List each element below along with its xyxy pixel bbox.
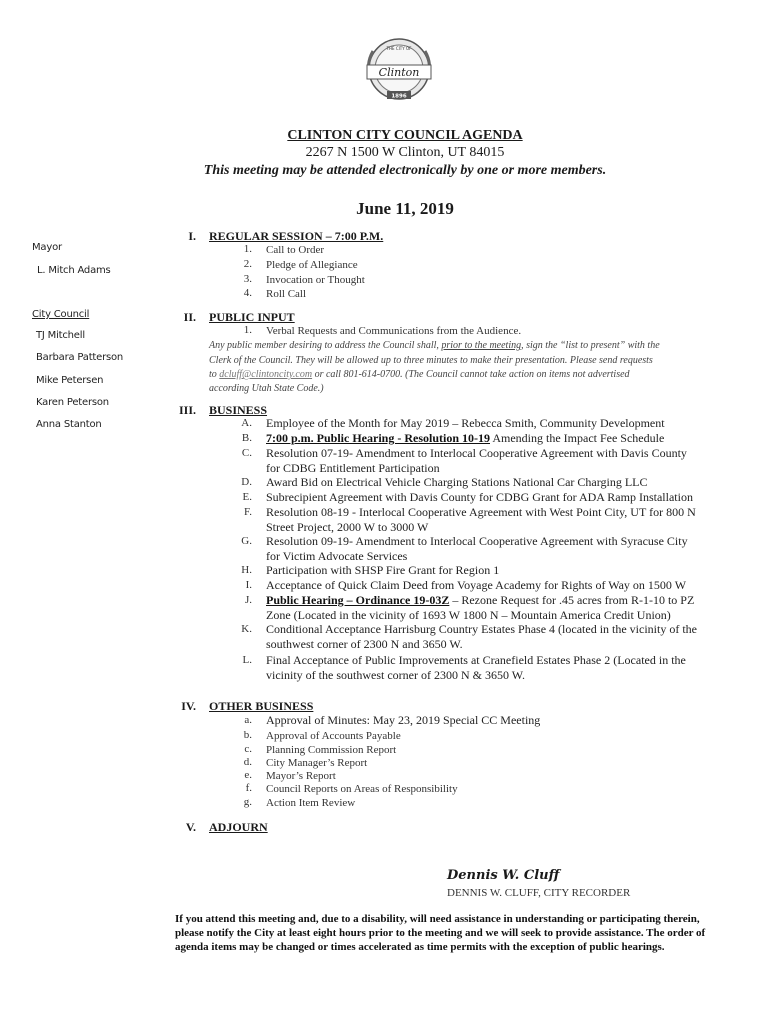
list-marker: H.: [241, 564, 252, 576]
list-marker: L.: [242, 654, 252, 666]
agenda-item: Mayor’s Report: [266, 770, 336, 782]
note-text: , sign the “list to present” with the: [521, 340, 660, 351]
agenda-item: Action Item Review: [266, 797, 356, 809]
sidebar-council-member: Mike Petersen: [36, 375, 104, 386]
list-marker: f.: [245, 782, 252, 794]
list-marker: 2.: [243, 258, 252, 270]
section-number: II.: [183, 310, 196, 324]
sidebar-mayor-name: L. Mitch Adams: [37, 265, 111, 276]
agenda-item: Resolution 09-19- Amendment to Interlocal Cooperative Agreement with Syracuse City: [266, 534, 688, 548]
accessibility-notice-line: agenda items may be changed or times accelerated as time permits with the exception of public hearings.: [175, 941, 665, 953]
note-text: Any public member desiring to address the Council shall,: [209, 340, 442, 351]
list-marker: J.: [244, 594, 252, 606]
agenda-item-continuation: Zone (Located in the vicinity of 1693 W 1800 N – Mountain America Credit Union): [266, 608, 671, 622]
section-title-business: BUSINESS: [209, 403, 268, 417]
note-text: to: [209, 369, 220, 380]
sidebar-council-member: Anna Stanton: [36, 419, 102, 430]
list-marker: A.: [241, 417, 252, 429]
agenda-item: Participation with SHSP Fire Grant for Region 1: [266, 563, 500, 577]
seal-year: 1896: [391, 93, 407, 100]
list-marker: a.: [244, 714, 252, 726]
list-marker: B.: [241, 432, 252, 444]
agenda-item: Invocation or Thought: [266, 274, 365, 286]
agenda-item: Council Reports on Areas of Responsibility: [266, 783, 458, 795]
list-marker: D.: [241, 476, 252, 488]
agenda-item: Pledge of Allegiance: [266, 259, 358, 271]
section-title-regular-session: REGULAR SESSION – 7:00 P.M.: [209, 229, 384, 243]
list-marker: I.: [245, 579, 252, 591]
agenda-item: [266, 431, 664, 446]
list-marker: 3.: [243, 273, 252, 285]
agenda-address: 2267 N 1500 W Clinton, UT 84015: [305, 145, 505, 160]
note-underlined-text: prior to the meeting: [441, 340, 522, 351]
sidebar-council-member: Karen Peterson: [36, 397, 109, 408]
public-hearing-label: 7:00 p.m. Public Hearing - Resolution 10-19: [266, 431, 490, 445]
list-marker: e.: [244, 769, 252, 781]
section-number: III.: [178, 403, 196, 417]
accessibility-notice-line: please notify the City at least eight hours prior to the meeting and we will seek to provide assistance. The order of: [175, 927, 706, 939]
agenda-title: CLINTON CITY COUNCIL AGENDA: [287, 128, 523, 143]
public-input-note-line: according Utah State Code.): [209, 383, 324, 394]
item-text: – Rezone Request for .45 acres from R-1-10 to PZ: [449, 593, 695, 607]
agenda-item: [266, 593, 694, 608]
list-marker: G.: [241, 535, 252, 547]
public-input-note-line: Clerk of the Council. They will be allowed up to three minutes to make their presentation. Please send requests: [209, 355, 653, 366]
agenda-item: Approval of Minutes: May 23, 2019 Special CC Meeting: [266, 713, 541, 727]
public-hearing-label: Public Hearing – Ordinance 19-03Z: [266, 593, 450, 607]
agenda-item: Verbal Requests and Communications from the Audience.: [266, 325, 522, 337]
agenda-item: Resolution 07-19- Amendment to Interlocal Cooperative Agreement with Davis County: [266, 446, 687, 460]
agenda-item: Roll Call: [266, 288, 307, 300]
agenda-item: Approval of Accounts Payable: [266, 730, 401, 742]
seal-name: Clinton: [378, 66, 420, 79]
list-marker: 4.: [243, 287, 252, 299]
agenda-item-continuation: Street Project, 2000 W to 3000 W: [266, 520, 429, 534]
sidebar-council-member: Barbara Patterson: [36, 352, 124, 363]
list-marker: c.: [244, 743, 252, 755]
public-input-note-line: [209, 338, 660, 353]
section-title-adjourn: ADJOURN: [209, 820, 268, 834]
list-marker: b.: [243, 729, 252, 741]
electronic-attendance-notice: This meeting may be attended electronically by one or more members.: [203, 163, 607, 178]
list-marker: 1.: [243, 324, 252, 336]
section-title-other-business: OTHER BUSINESS: [209, 699, 314, 713]
section-title-public-input: PUBLIC INPUT: [209, 310, 295, 324]
city-seal-logo: [357, 35, 441, 105]
sidebar-mayor-heading: Mayor: [32, 242, 62, 253]
list-marker: K.: [241, 623, 252, 635]
recorder-signature: Dennis W. Cluff: [447, 868, 560, 883]
meeting-date: June 11, 2019: [356, 199, 454, 218]
list-marker: C.: [241, 447, 252, 459]
agenda-item: Call to Order: [266, 244, 325, 256]
agenda-item: Employee of the Month for May 2019 – Rebecca Smith, Community Development: [266, 416, 665, 430]
agenda-item: Conditional Acceptance Harrisburg Country Estates Phase 4 (located in the vicinity of the: [266, 622, 698, 636]
seal-arc-text: THE CITY OF: [386, 46, 412, 51]
public-input-note-line: [209, 367, 630, 382]
agenda-item-continuation: for Victim Advocate Services: [266, 549, 408, 563]
note-text: or call 801-614-0700. (The Council cannot take action on items not advertised: [312, 369, 630, 380]
item-text: Amending the Impact Fee Schedule: [490, 431, 665, 445]
list-marker: g.: [243, 796, 252, 808]
sidebar-council-member: TJ Mitchell: [36, 330, 85, 341]
agenda-item-continuation: for CDBG Entitlement Participation: [266, 461, 440, 475]
accessibility-notice-line: If you attend this meeting and, due to a disability, will need assistance in understanding or participating therein,: [175, 913, 700, 925]
list-marker: E.: [242, 491, 252, 503]
agenda-item-continuation: southwest corner of 2300 N and 3650 W.: [266, 637, 463, 651]
agenda-item-continuation: vicinity of the southwest corner of 2300 N & 3650 W.: [266, 668, 525, 682]
list-marker: F.: [244, 506, 252, 518]
agenda-item: Resolution 08-19 - Interlocal Cooperative Agreement with West Point City, UT for 800 N: [266, 505, 696, 519]
section-number: I.: [188, 229, 196, 243]
list-marker: d.: [243, 756, 252, 768]
agenda-item: Final Acceptance of Public Improvements at Cranefield Estates Phase 2 (Located in the: [266, 653, 686, 667]
clerk-email-link[interactable]: dcluff@clintoncity.com: [219, 369, 313, 380]
section-number: IV.: [181, 699, 196, 713]
agenda-item: Award Bid on Electrical Vehicle Charging Stations National Car Charging LLC: [266, 475, 648, 489]
recorder-printed-name: DENNIS W. CLUFF, CITY RECORDER: [447, 887, 631, 899]
agenda-item: Planning Commission Report: [266, 744, 397, 756]
list-marker: 1.: [243, 243, 252, 255]
agenda-item: Acceptance of Quick Claim Deed from Voyage Academy for Rights of Way on 1500 W: [266, 578, 687, 592]
section-number: V.: [185, 820, 196, 834]
agenda-item: Subrecipient Agreement with Davis County for CDBG Grant for ADA Ramp Installation: [266, 490, 693, 504]
sidebar-council-heading: City Council: [32, 309, 90, 320]
agenda-item: City Manager’s Report: [266, 757, 368, 769]
